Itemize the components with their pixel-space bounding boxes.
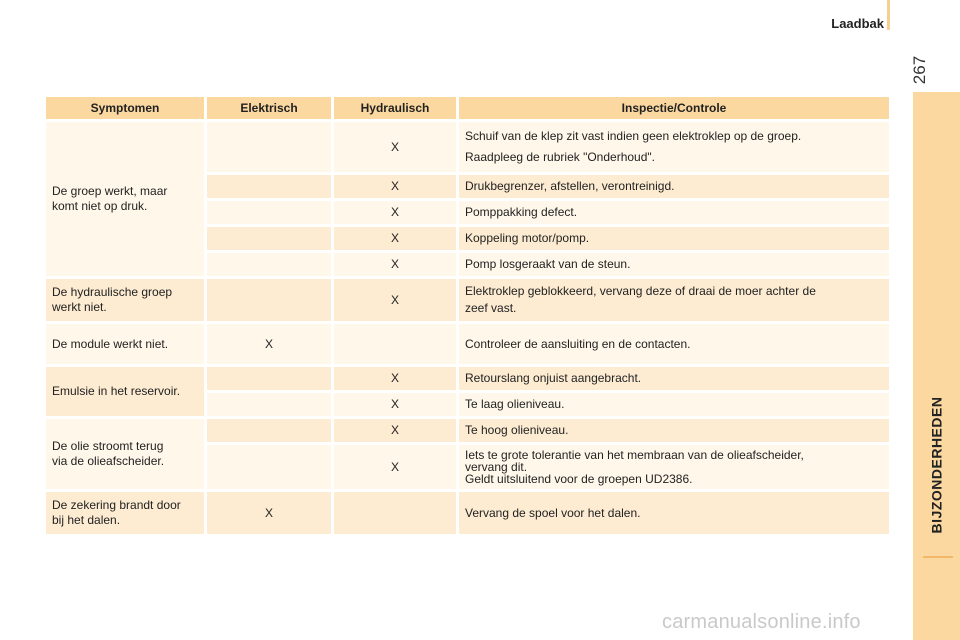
side-tab-label bbox=[913, 380, 960, 550]
page-number bbox=[900, 56, 940, 84]
table-row bbox=[46, 324, 889, 364]
header-rule bbox=[887, 0, 890, 30]
elektrisch-cell bbox=[207, 393, 331, 416]
elektrisch-cell: X bbox=[207, 492, 331, 534]
symptom-cell: De hydraulische groep werkt niet. bbox=[46, 279, 204, 321]
table-row bbox=[46, 279, 889, 321]
elektrisch-cell bbox=[207, 175, 331, 198]
inspectie-cell: Te laag olieniveau. bbox=[459, 393, 889, 416]
inspectie-cell: Vervang de spoel voor het dalen. bbox=[459, 492, 889, 534]
side-tab-rule bbox=[923, 556, 953, 558]
inspectie-cell: Elektroklep geblokkeerd, vervang deze of draai de moer achter de zeef vast. bbox=[459, 279, 889, 321]
elektrisch-cell: X bbox=[207, 324, 331, 364]
elektrisch-cell bbox=[207, 227, 331, 250]
elektrisch-cell bbox=[207, 122, 331, 172]
inspectie-cell: Pomppakking defect. bbox=[459, 201, 889, 224]
troubleshooting-table bbox=[43, 94, 892, 537]
inspectie-cell: Retourslang onjuist aangebracht. bbox=[459, 367, 889, 390]
inspectie-cell: Te hoog olieniveau. bbox=[459, 419, 889, 442]
table-row bbox=[46, 419, 889, 442]
header-symptomen: Symptomen bbox=[46, 97, 204, 119]
inspectie-cell: Iets te grote tolerantie van het membraan van de olieafscheider, vervang dit. Geldt uitsluitend voor de groepen UD2386. bbox=[459, 445, 889, 489]
header-inspectie: Inspectie/Controle bbox=[459, 97, 889, 119]
inspectie-cell: Controleer de aansluiting en de contacten. bbox=[459, 324, 889, 364]
hydraulisch-cell: X bbox=[334, 367, 456, 390]
header-elektrisch: Elektrisch bbox=[207, 97, 331, 119]
inspectie-cell: Drukbegrenzer, afstellen, verontreinigd. bbox=[459, 175, 889, 198]
watermark: carmanualsonline.info bbox=[662, 611, 861, 633]
elektrisch-cell bbox=[207, 279, 331, 321]
hydraulisch-cell: X bbox=[334, 175, 456, 198]
hydraulisch-cell: X bbox=[334, 253, 456, 276]
page-number-text: 267 bbox=[910, 55, 929, 85]
header-hydraulisch: Hydraulisch bbox=[334, 97, 456, 119]
table-row bbox=[46, 122, 889, 172]
section-title: Laadbak bbox=[831, 16, 884, 31]
hydraulisch-cell: X bbox=[334, 393, 456, 416]
hydraulisch-cell bbox=[334, 492, 456, 534]
symptom-cell: De module werkt niet. bbox=[46, 324, 204, 364]
hydraulisch-cell: X bbox=[334, 419, 456, 442]
hydraulisch-cell: X bbox=[334, 122, 456, 172]
inspectie-cell: Pomp losgeraakt van de steun. bbox=[459, 253, 889, 276]
symptom-cell: De zekering brandt door bij het dalen. bbox=[46, 492, 204, 534]
table-header-row bbox=[46, 97, 889, 119]
hydraulisch-cell bbox=[334, 324, 456, 364]
symptom-cell: De groep werkt, maar komt niet op druk. bbox=[46, 122, 204, 276]
hydraulisch-cell: X bbox=[334, 227, 456, 250]
hydraulisch-cell: X bbox=[334, 201, 456, 224]
hydraulisch-cell: X bbox=[334, 445, 456, 489]
symptom-cell: De olie stroomt terug via de olieafscheider. bbox=[46, 419, 204, 489]
table-row bbox=[46, 492, 889, 534]
hydraulisch-cell: X bbox=[334, 279, 456, 321]
inspectie-cell: Koppeling motor/pomp. bbox=[459, 227, 889, 250]
table-row bbox=[46, 367, 889, 390]
elektrisch-cell bbox=[207, 253, 331, 276]
symptom-cell: Emulsie in het reservoir. bbox=[46, 367, 204, 416]
elektrisch-cell bbox=[207, 367, 331, 390]
inspectie-cell: Schuif van de klep zit vast indien geen elektroklep op de groep. Raadpleeg de rubriek "Onderhoud". bbox=[459, 122, 889, 172]
elektrisch-cell bbox=[207, 445, 331, 489]
elektrisch-cell bbox=[207, 201, 331, 224]
side-tab-text: BIJZONDERHEDEN bbox=[928, 396, 945, 534]
elektrisch-cell bbox=[207, 419, 331, 442]
